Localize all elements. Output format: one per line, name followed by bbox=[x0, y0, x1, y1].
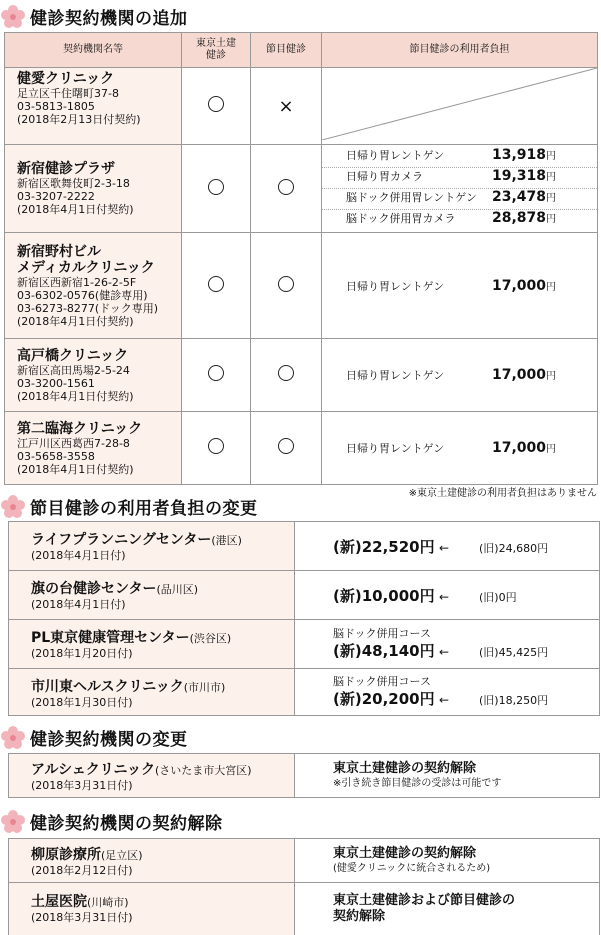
cost-item bbox=[322, 168, 597, 189]
clinic-name: 土屋医院 bbox=[31, 894, 87, 910]
clinic-name: PL東京健康管理センター bbox=[31, 630, 190, 646]
cost-price: 23,478 bbox=[491, 189, 546, 205]
left-arrow-icon: ← bbox=[439, 589, 450, 604]
yen: 円 bbox=[546, 371, 556, 382]
left-arrow-icon: ← bbox=[439, 540, 450, 555]
cost-price: 17,000 bbox=[491, 367, 546, 383]
cherry-blossom-icon bbox=[0, 725, 26, 749]
tokyo-mark bbox=[182, 145, 251, 233]
circle-mark-icon bbox=[278, 365, 294, 381]
clinic-date: (2018年4月1日付契約) bbox=[17, 389, 134, 403]
cost-cell bbox=[322, 412, 598, 485]
clinic-cell bbox=[5, 68, 182, 145]
clinic-name: 高戸橋クリニック bbox=[17, 347, 129, 364]
circle-mark-icon bbox=[278, 438, 294, 454]
modify-table bbox=[8, 753, 600, 798]
left-arrow-icon: ← bbox=[439, 692, 450, 707]
yen: 円 bbox=[546, 151, 556, 162]
clinic-cell bbox=[5, 233, 182, 339]
cost-type: 脳ドック併用胃レントゲン bbox=[346, 191, 477, 204]
new-price: (新)20,200円 bbox=[333, 689, 435, 708]
clinic-name: ライフプランニングセンター bbox=[31, 532, 212, 548]
fee-change-table bbox=[8, 521, 600, 716]
cost-cell bbox=[322, 233, 598, 339]
old-price: (旧)18,250円 bbox=[479, 693, 549, 707]
clinic-date: (2018年4月1日付) bbox=[31, 598, 126, 611]
new-price: (新)48,140円 bbox=[333, 641, 435, 660]
clinic-name: アルシェクリニック bbox=[31, 762, 155, 778]
clinic-address: 足立区千住曙町37-8 bbox=[17, 87, 119, 100]
cost-type: 脳ドック併用胃カメラ bbox=[346, 212, 456, 225]
new-price: (新)10,000円 bbox=[333, 586, 435, 605]
circle-mark-icon bbox=[208, 438, 224, 454]
clinic-area: (港区) bbox=[211, 534, 242, 547]
add-table bbox=[4, 32, 598, 485]
section-title-text: 節目健診の利用者負担の変更 bbox=[30, 498, 258, 519]
clinic-cell bbox=[5, 145, 182, 233]
table-row bbox=[5, 233, 598, 339]
cost-price: 17,000 bbox=[491, 440, 546, 456]
tokyo-mark bbox=[182, 68, 251, 145]
footnote: ※東京土建健診の利用者負担はありません bbox=[408, 488, 597, 499]
cost-type: 日帰り胃レントゲン bbox=[346, 279, 445, 293]
clinic-date: (2018年2月13日付契約) bbox=[17, 113, 141, 126]
cherry-blossom-icon bbox=[0, 4, 26, 28]
circle-mark-icon bbox=[208, 96, 224, 112]
clinic-address: 新宿区歌舞伎町2-3-18 bbox=[17, 177, 130, 190]
table-row bbox=[9, 522, 599, 571]
clinic-name: 柳原診療所 bbox=[31, 847, 101, 863]
cost-type: 日帰り胃カメラ bbox=[346, 170, 423, 183]
yen: 円 bbox=[546, 214, 556, 225]
clinic-tel2: 03-6273-8277(ドック専用) bbox=[17, 301, 159, 315]
cherry-blossom-icon bbox=[0, 494, 26, 518]
circle-mark-icon bbox=[208, 365, 224, 381]
clinic-date: (2018年2月12日付) bbox=[31, 864, 133, 877]
cost-cell-empty bbox=[322, 68, 598, 145]
left-arrow-icon: ← bbox=[439, 644, 450, 659]
clinic-name: 第二臨海クリニック bbox=[17, 420, 143, 437]
fushime-mark bbox=[251, 339, 322, 412]
cost-cell bbox=[322, 145, 598, 233]
result-note: (健愛クリニックに統合されるため) bbox=[333, 863, 491, 874]
clinic-date: (2018年1月30日付) bbox=[31, 696, 133, 709]
clinic-tel: 03-5658-3558 bbox=[17, 449, 95, 463]
clinic-tel: 03-3207-2222 bbox=[17, 190, 95, 203]
section-title-text: 健診契約機関の変更 bbox=[30, 729, 188, 750]
header-tokyo: 東京土建 健診 bbox=[182, 33, 251, 68]
new-price: (新)22,520円 bbox=[333, 537, 435, 556]
yen: 円 bbox=[546, 281, 556, 293]
section-title-text: 健診契約機関の追加 bbox=[30, 8, 188, 29]
cost-cell bbox=[322, 339, 598, 412]
clinic-address: 江戸川区西葛西7-28-8 bbox=[17, 436, 130, 450]
circle-mark-icon bbox=[208, 276, 224, 292]
old-price: (旧)24,680円 bbox=[479, 541, 549, 555]
cost-price: 28,878 bbox=[491, 210, 546, 226]
header-cost: 節目健診の利用者負担 bbox=[322, 33, 598, 68]
cost-type: 日帰り胃レントゲン bbox=[346, 149, 445, 162]
cost-price: 13,918 bbox=[491, 147, 546, 163]
clinic-date: (2018年4月1日付契約) bbox=[17, 314, 134, 328]
fushime-mark bbox=[251, 145, 322, 233]
cost-type: 日帰り胃レントゲン bbox=[346, 442, 445, 455]
clinic-date: (2018年4月1日付) bbox=[31, 549, 126, 562]
result-text: 東京土建健診の契約解除 bbox=[333, 846, 477, 861]
cancel-table bbox=[8, 838, 600, 935]
result-text: 東京土建健診および節目健診の bbox=[333, 893, 516, 908]
fushime-mark bbox=[251, 412, 322, 485]
table-row bbox=[9, 571, 599, 620]
clinic-area: (市川市) bbox=[183, 681, 226, 694]
clinic-area: (品川区) bbox=[156, 583, 199, 596]
section-title-change bbox=[0, 494, 258, 518]
clinic-date: (2018年4月1日付契約) bbox=[17, 203, 134, 216]
section-title-modify bbox=[0, 725, 188, 749]
yen: 円 bbox=[546, 444, 556, 455]
header-name: 契約機関名等 bbox=[5, 33, 182, 68]
table-row bbox=[9, 839, 599, 883]
section-title-cancel bbox=[0, 809, 223, 833]
table-row bbox=[9, 620, 599, 669]
course-label: 脳ドック併用コース bbox=[333, 674, 432, 688]
header-fushime: 節目健診 bbox=[251, 33, 322, 68]
tokyo-mark bbox=[182, 339, 251, 412]
cherry-blossom-icon bbox=[0, 809, 26, 833]
cost-item bbox=[322, 189, 597, 210]
yen: 円 bbox=[546, 193, 556, 204]
clinic-date: (2018年3月31日付) bbox=[31, 911, 133, 924]
clinic-date: (2018年1月20日付) bbox=[31, 647, 133, 660]
clinic-tel: 03-6302-0576(健診専用) bbox=[17, 288, 148, 302]
table-row bbox=[5, 412, 598, 485]
clinic-address: 新宿区高田馬場2-5-24 bbox=[17, 363, 130, 377]
clinic-name: 旗の台健診センター bbox=[31, 581, 157, 597]
table-row bbox=[5, 68, 598, 145]
table-row bbox=[9, 754, 599, 797]
tokyo-mark bbox=[182, 233, 251, 339]
table-row bbox=[9, 883, 599, 935]
clinic-area: (川崎市) bbox=[87, 896, 129, 909]
circle-mark-icon bbox=[278, 276, 294, 292]
table-row bbox=[9, 669, 599, 715]
clinic-cell bbox=[5, 412, 182, 485]
cost-price: 17,000 bbox=[491, 277, 546, 294]
tokyo-mark bbox=[182, 412, 251, 485]
clinic-name: 新宿野村ビル bbox=[17, 243, 101, 260]
clinic-address: 新宿区西新宿1-26-2-5F bbox=[17, 275, 137, 289]
clinic-area: (さいたま市大宮区) bbox=[154, 764, 252, 777]
section-title-add bbox=[0, 4, 188, 28]
result-note: ※引き続き節目健診の受診は可能です bbox=[333, 778, 502, 789]
clinic-tel: 03-5813-1805 bbox=[17, 100, 95, 113]
fushime-mark bbox=[251, 233, 322, 339]
clinic-area: (足立区) bbox=[101, 849, 143, 862]
clinic-name-line2: メディカルクリニック bbox=[17, 259, 155, 276]
cross-mark-icon: × bbox=[278, 95, 294, 117]
old-price: (旧)45,425円 bbox=[479, 645, 549, 659]
clinic-tel: 03-3200-1561 bbox=[17, 376, 95, 390]
table-row bbox=[5, 339, 598, 412]
clinic-date: (2018年3月31日付) bbox=[31, 779, 133, 792]
fushime-mark bbox=[251, 68, 322, 145]
old-price: (旧)0円 bbox=[479, 590, 517, 604]
course-label: 脳ドック併用コース bbox=[333, 626, 432, 640]
diagonal-line bbox=[322, 68, 597, 140]
clinic-name: 市川東ヘルスクリニック bbox=[31, 679, 184, 695]
circle-mark-icon bbox=[208, 179, 224, 195]
clinic-cell bbox=[5, 339, 182, 412]
table-row bbox=[5, 145, 598, 233]
yen: 円 bbox=[546, 172, 556, 183]
clinic-name: 健愛クリニック bbox=[17, 71, 115, 87]
circle-mark-icon bbox=[278, 179, 294, 195]
clinic-area: (渋谷区) bbox=[189, 632, 232, 645]
cost-type: 日帰り胃レントゲン bbox=[346, 369, 445, 382]
clinic-date: (2018年4月1日付契約) bbox=[17, 462, 134, 476]
cost-item bbox=[322, 210, 597, 230]
cost-item bbox=[322, 147, 597, 168]
cost-price: 19,318 bbox=[491, 168, 546, 184]
section-title-text: 健診契約機関の契約解除 bbox=[30, 813, 223, 834]
result-text-line2: 契約解除 bbox=[333, 909, 386, 924]
result-text: 東京土建健診の契約解除 bbox=[333, 761, 477, 776]
clinic-name: 新宿健診プラザ bbox=[17, 161, 115, 177]
